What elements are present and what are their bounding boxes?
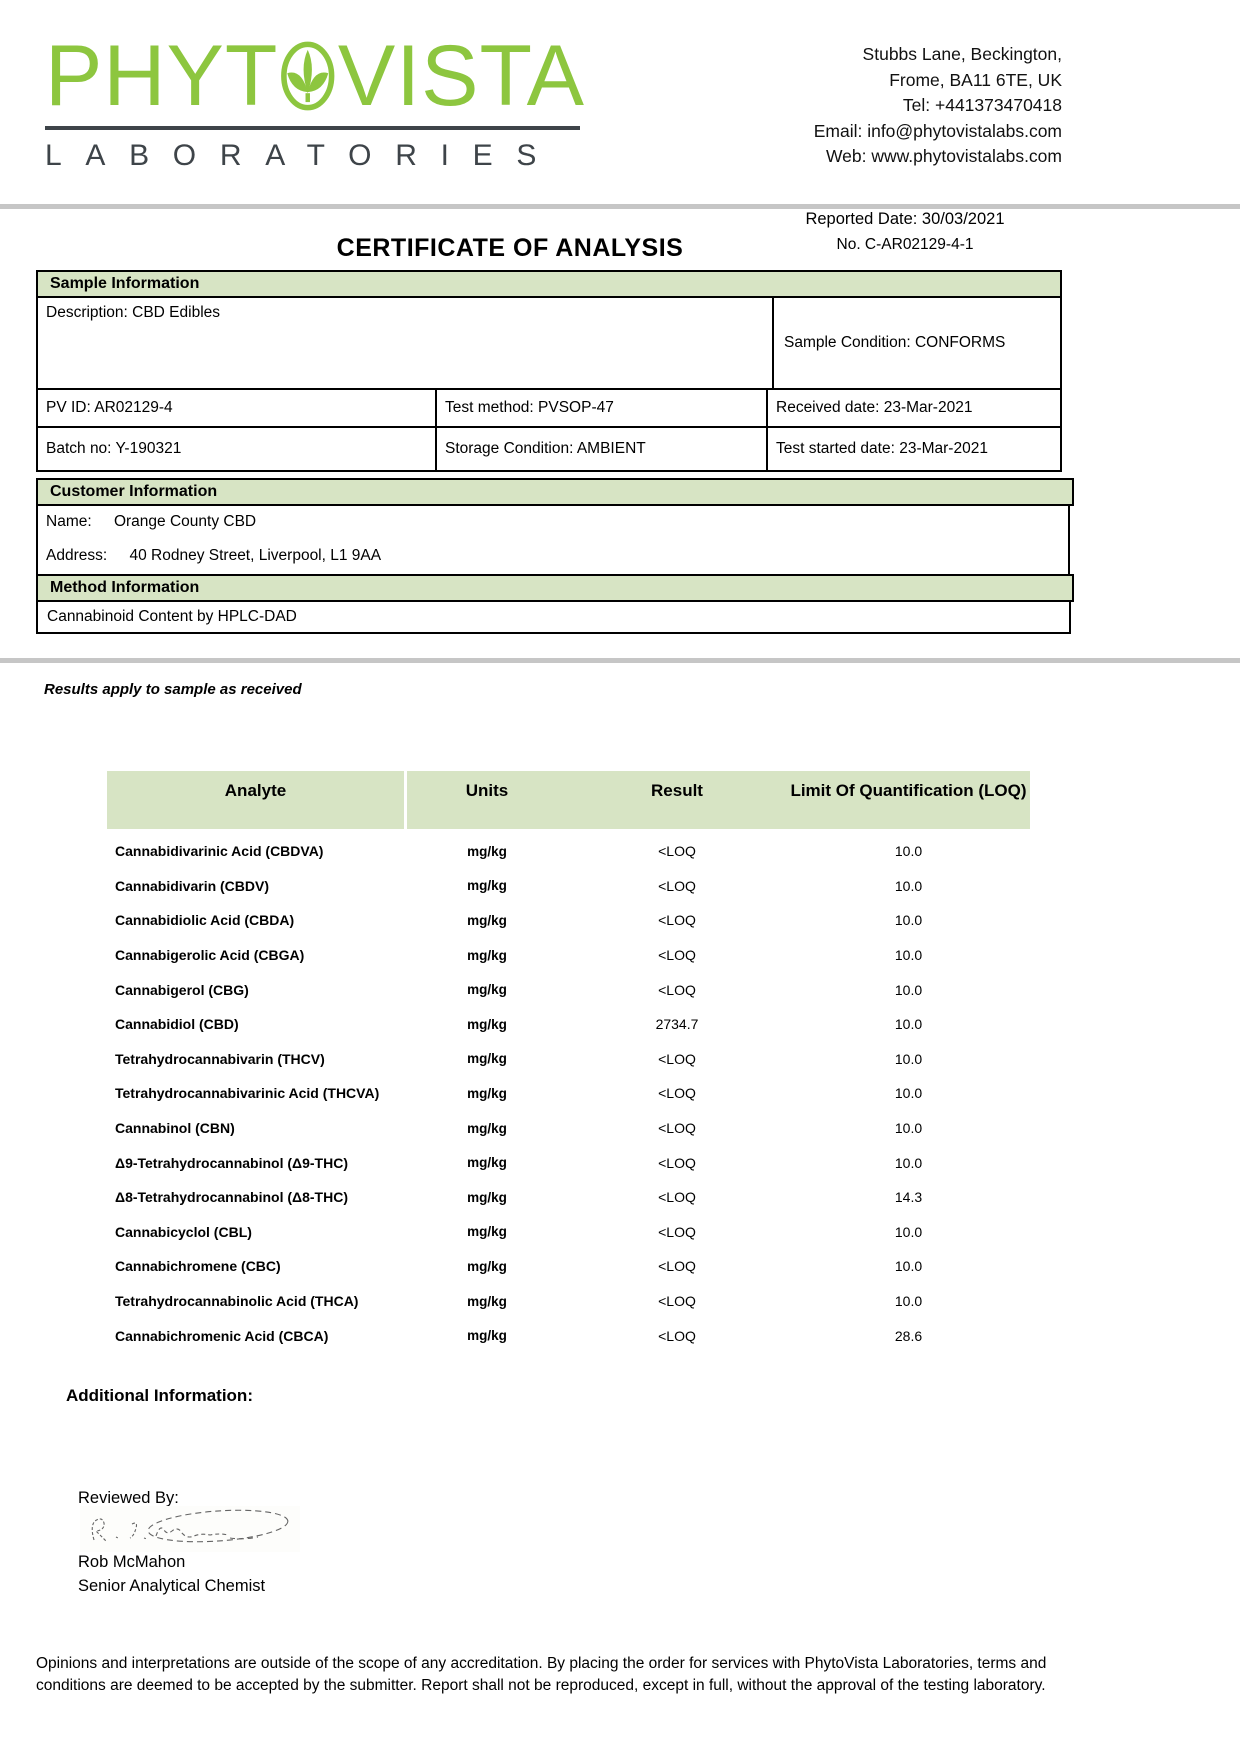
report-number: No. C-AR02129-4-1 bbox=[836, 236, 974, 253]
loq-cell: 10.0 bbox=[894, 877, 923, 894]
table-row bbox=[107, 1042, 1030, 1077]
batch-no-cell: Batch no: Y-190321 bbox=[38, 428, 437, 470]
analyte-cell: Tetrahydrocannabivarinic Acid (THCVA) bbox=[115, 1085, 380, 1102]
customer-information-header: Customer Information bbox=[36, 478, 1074, 506]
logo-divider bbox=[45, 126, 580, 130]
analyte-cell: Cannabichromenic Acid (CBCA) bbox=[115, 1327, 329, 1344]
column-header-units: Units bbox=[407, 771, 567, 829]
additional-information-label: Additional Information: bbox=[66, 1386, 253, 1405]
sample-information-section bbox=[36, 270, 1062, 472]
table-row bbox=[107, 1318, 1030, 1353]
analyte-cell: Cannabicyclol (CBL) bbox=[115, 1223, 252, 1240]
table-row bbox=[107, 1111, 1030, 1146]
test-started-date-cell: Test started date: 23-Mar-2021 bbox=[776, 440, 988, 457]
reviewer-name: Rob McMahon bbox=[78, 1553, 186, 1571]
result-cell: <LOQ bbox=[658, 1050, 696, 1067]
web-line: Web: www.phytovistalabs.com bbox=[825, 146, 1062, 166]
address-line-2: Frome, BA11 6TE, UK bbox=[889, 69, 1062, 90]
units-cell: mg/kg bbox=[467, 947, 507, 963]
units-cell: mg/kg bbox=[467, 1224, 507, 1240]
logo-wordmark bbox=[45, 28, 585, 124]
units-cell: mg/kg bbox=[467, 878, 507, 894]
column-header-analyte: Analyte bbox=[107, 771, 407, 829]
loq-cell: 10.0 bbox=[894, 1154, 923, 1171]
table-row bbox=[107, 1145, 1030, 1180]
units-cell: mg/kg bbox=[467, 1293, 507, 1309]
result-cell: <LOQ bbox=[658, 912, 696, 929]
phone-line: Tel: +441373470418 bbox=[902, 95, 1062, 115]
units-cell: mg/kg bbox=[467, 1155, 507, 1171]
results-table-header bbox=[107, 771, 1030, 829]
result-cell: <LOQ bbox=[658, 1223, 696, 1240]
customer-name-line bbox=[46, 513, 1068, 531]
analyte-cell: Cannabidivarin (CBDV) bbox=[115, 877, 270, 894]
analyte-cell: Tetrahydrocannabivarin (THCV) bbox=[115, 1050, 325, 1067]
table-row bbox=[107, 1180, 1030, 1215]
units-cell: mg/kg bbox=[467, 1120, 507, 1136]
analyte-cell: Cannabigerol (CBG) bbox=[115, 981, 249, 998]
analyte-cell: Cannabidivarinic Acid (CBDVA) bbox=[115, 843, 324, 860]
signature-image bbox=[80, 1506, 300, 1552]
units-cell: mg/kg bbox=[467, 843, 507, 859]
analyte-cell: Cannabidiol (CBD) bbox=[115, 1016, 239, 1033]
customer-address-line bbox=[46, 547, 1068, 565]
column-header-loq: Limit Of Quantification (LOQ) bbox=[787, 771, 1030, 829]
email-line: Email: info@phytovistalabs.com bbox=[813, 120, 1062, 141]
header-divider bbox=[0, 204, 1240, 209]
units-cell: mg/kg bbox=[467, 1258, 507, 1274]
loq-cell: 10.0 bbox=[894, 1223, 923, 1240]
storage-condition-cell: Storage Condition: AMBIENT bbox=[437, 428, 768, 470]
pv-id-cell: PV ID: AR02129-4 bbox=[38, 390, 437, 426]
reported-date: Reported Date: 30/03/2021 bbox=[805, 210, 1005, 228]
units-cell: mg/kg bbox=[467, 1016, 507, 1032]
customer-name-value: Orange County CBD bbox=[113, 513, 257, 530]
leaf-icon bbox=[280, 34, 335, 118]
reviewed-by-label: Reviewed By: bbox=[78, 1489, 179, 1507]
loq-cell: 10.0 bbox=[894, 1293, 923, 1310]
logo-text-vista: VISTA bbox=[337, 28, 585, 124]
result-cell: <LOQ bbox=[658, 1293, 696, 1310]
table-row bbox=[107, 1249, 1030, 1284]
sample-row-ids bbox=[38, 390, 1060, 428]
analyte-cell: Cannabigerolic Acid (CBGA) bbox=[115, 947, 305, 964]
units-cell: mg/kg bbox=[467, 912, 507, 928]
analyte-cell: Cannabichromene (CBC) bbox=[115, 1258, 281, 1275]
table-row bbox=[107, 1284, 1030, 1319]
loq-cell: 10.0 bbox=[894, 1258, 923, 1275]
method-information-header: Method Information bbox=[36, 574, 1074, 602]
results-note: Results apply to sample as received bbox=[44, 681, 302, 698]
description-cell: Description: CBD Edibles bbox=[38, 298, 774, 388]
loq-cell: 14.3 bbox=[894, 1189, 923, 1206]
sample-row-description bbox=[38, 298, 1060, 390]
result-cell: <LOQ bbox=[658, 877, 696, 894]
units-cell: mg/kg bbox=[467, 1085, 507, 1101]
customer-address-label: Address: bbox=[46, 547, 108, 564]
loq-cell: 10.0 bbox=[894, 981, 923, 998]
units-cell: mg/kg bbox=[467, 982, 507, 998]
result-cell: <LOQ bbox=[658, 1327, 696, 1344]
result-cell: <LOQ bbox=[658, 1085, 696, 1102]
table-row bbox=[107, 869, 1030, 904]
section-divider bbox=[0, 658, 1240, 663]
table-row bbox=[107, 834, 1030, 869]
sample-information-header: Sample Information bbox=[38, 272, 1060, 298]
test-method-cell: Test method: PVSOP-47 bbox=[437, 390, 768, 426]
customer-name-label: Name: bbox=[46, 513, 92, 530]
results-table bbox=[107, 771, 1030, 1353]
phytovista-logo bbox=[45, 28, 585, 173]
loq-cell: 10.0 bbox=[894, 947, 923, 964]
customer-information-section bbox=[36, 504, 1070, 577]
units-cell: mg/kg bbox=[467, 1051, 507, 1067]
loq-cell: 10.0 bbox=[894, 912, 923, 929]
result-cell: <LOQ bbox=[658, 1189, 696, 1206]
table-row bbox=[107, 938, 1030, 973]
loq-cell: 10.0 bbox=[894, 1120, 923, 1137]
logo-tagline: LABORATORIES bbox=[45, 139, 561, 172]
result-cell: <LOQ bbox=[658, 1120, 696, 1137]
result-cell: <LOQ bbox=[658, 1154, 696, 1171]
result-cell: 2734.7 bbox=[655, 1016, 699, 1033]
sample-condition-cell: Sample Condition: CONFORMS bbox=[784, 334, 1006, 351]
analyte-cell: Δ8-Tetrahydrocannabinol (Δ8-THC) bbox=[115, 1189, 348, 1206]
loq-cell: 10.0 bbox=[894, 843, 923, 860]
analyte-cell: Cannabinol (CBN) bbox=[115, 1120, 235, 1137]
reviewer-title: Senior Analytical Chemist bbox=[78, 1577, 266, 1595]
column-header-result: Result bbox=[567, 771, 787, 829]
table-row bbox=[107, 1215, 1030, 1250]
page-title: CERTIFICATE OF ANALYSIS bbox=[336, 234, 684, 262]
result-cell: <LOQ bbox=[658, 843, 696, 860]
table-row bbox=[107, 1076, 1030, 1111]
loq-cell: 10.0 bbox=[894, 1050, 923, 1067]
sample-row-batch bbox=[38, 428, 1060, 470]
units-cell: mg/kg bbox=[467, 1328, 507, 1344]
method-information-section: Cannabinoid Content by HPLC-DAD bbox=[36, 600, 1071, 634]
address-line-1: Stubbs Lane, Beckington, bbox=[862, 44, 1062, 64]
loq-cell: 10.0 bbox=[894, 1085, 923, 1102]
result-cell: <LOQ bbox=[658, 1258, 696, 1275]
table-row bbox=[107, 1007, 1030, 1042]
analyte-cell: Tetrahydrocannabinolic Acid (THCA) bbox=[115, 1293, 359, 1310]
lab-contact-block bbox=[814, 42, 1062, 170]
result-cell: <LOQ bbox=[658, 981, 696, 998]
loq-cell: 10.0 bbox=[894, 1016, 923, 1033]
footer-disclaimer: Opinions and interpretations are outside of the scope of any accreditation. By placing the order for services with PhytoVista Laboratories, terms and conditions are deemed to be accepted by the submitter. Report shall not be reproduced, except in full, without the approval of the testing laboratory. bbox=[36, 1655, 1047, 1694]
logo-text-phyt: PHYT bbox=[45, 28, 279, 124]
loq-cell: 28.6 bbox=[894, 1327, 923, 1344]
analyte-cell: Δ9-Tetrahydrocannabinol (Δ9-THC) bbox=[115, 1154, 348, 1171]
results-table-body bbox=[107, 834, 1030, 1353]
table-row bbox=[107, 903, 1030, 938]
customer-address-value: 40 Rodney Street, Liverpool, L1 9AA bbox=[129, 547, 382, 564]
units-cell: mg/kg bbox=[467, 1189, 507, 1205]
result-cell: <LOQ bbox=[658, 947, 696, 964]
received-date-cell: Received date: 23-Mar-2021 bbox=[776, 399, 973, 416]
analyte-cell: Cannabidiolic Acid (CBDA) bbox=[115, 912, 295, 929]
table-row bbox=[107, 972, 1030, 1007]
